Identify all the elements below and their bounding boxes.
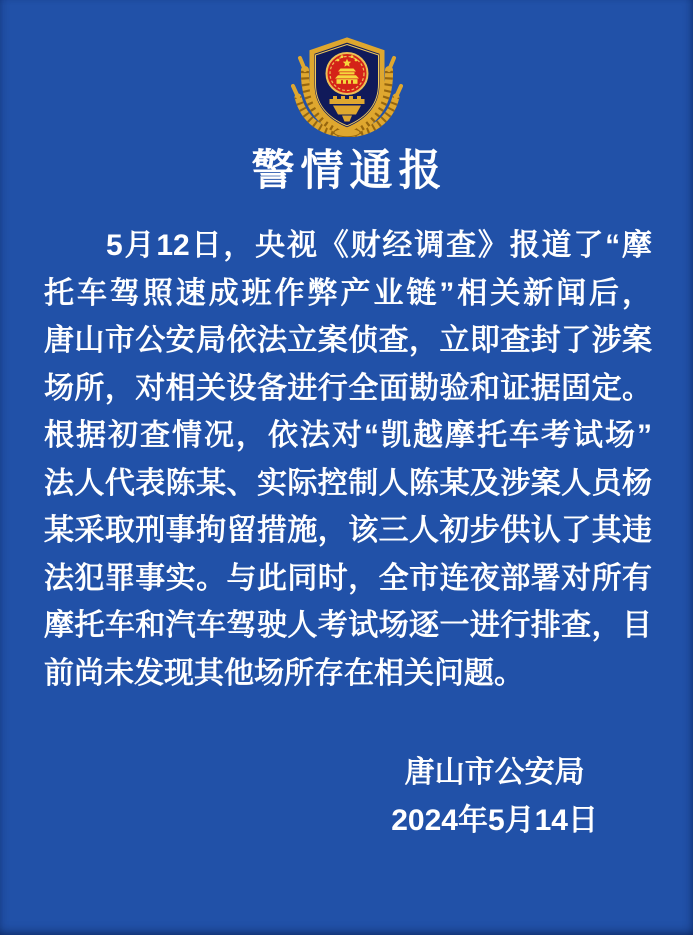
emblem-container	[0, 0, 693, 137]
signature-block	[391, 749, 598, 844]
body-line: 5月12日，央视《财经调查》报道了“摩	[106, 229, 652, 262]
police-badge-icon	[291, 37, 403, 137]
notice-body	[44, 222, 652, 697]
body-line: 场所，对相关设备进行全面勘验和证据固定。	[44, 371, 652, 405]
body-line: 唐山市公安局依法立案侦查，立即查封了涉案	[44, 324, 652, 357]
body-line: 托车驾照速成班作弊产业链”相关新闻后，	[44, 276, 652, 310]
body-line: 法人代表陈某、实际控制人陈某及涉案人员杨	[44, 466, 652, 500]
signature-organization: 唐山市公安局	[404, 756, 585, 789]
body-line: 前尚未发现其他场所存在相关问题。	[44, 656, 524, 690]
body-line: 根据初查情况，依法对“凯越摩托车考试场”	[44, 419, 652, 452]
signature-date: 2024年5月14日	[391, 803, 598, 837]
notice-title: 警情通报	[251, 148, 448, 195]
national-emblem	[326, 53, 367, 94]
body-line: 摩托车和汽车驾驶人考试场逐一进行排查，目	[44, 609, 652, 642]
body-line: 某采取刑事拘留措施，该三人初步供认了其违	[44, 514, 652, 547]
body-line: 法犯罪事实。与此同时，全市连夜部署对所有	[44, 561, 652, 595]
